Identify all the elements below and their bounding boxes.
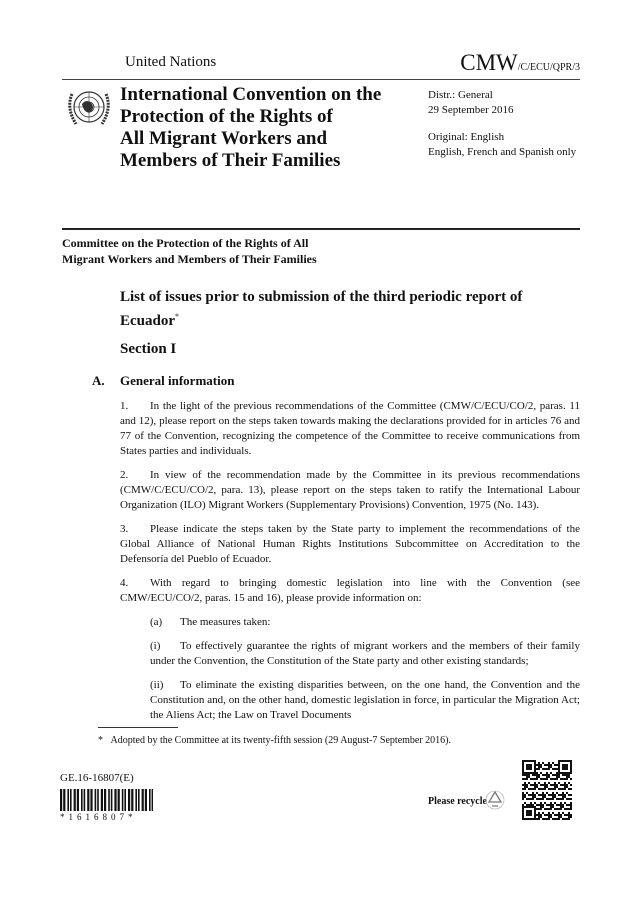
sub-item-text: To eliminate the existing disparities between, on the one hand, the Convention and the Constitution and, on the other hand, domestic legislation in force, in particular the Migration Act; the Aliens Act; the Law on Travel Documents [150,679,580,721]
paragraph [120,576,580,606]
subsection-title: General information [120,373,235,388]
section-rule [62,228,580,230]
date: 29 September 2016 [428,104,514,116]
document-title [120,288,540,331]
paragraph-number: 4. [120,577,129,589]
symbol-main: CMW [460,50,518,75]
paragraph-text: In the light of the previous recommendations of the Committee (CMW/C/ECU/CO/2, paras. 11 and 12), please report on the steps taken towards making the declarations provided for in articles 76 and 77 of the Convention, recognizing the competence of the Committee to receive communications from States parties and individuals. [120,400,580,457]
symbol-suffix: /C/ECU/QPR/3 [517,62,580,73]
sub-item-text: To effectively guarantee the rights of migrant workers and the members of their family under the Convention, the Constitution of the State party and other existing standards; [150,640,580,667]
title-line: All Migrant Workers and [120,128,328,149]
sub-item [150,639,580,669]
committee-name [62,235,317,267]
committee-line: Migrant Workers and Members of Their Families [62,252,317,266]
job-number: GE.16-16807(E) [60,772,134,784]
footnote-marker: * [175,312,180,321]
paragraph-number: 1. [120,400,129,412]
qr-code-icon [522,760,572,820]
languages: English, French and Spanish only [428,146,577,158]
distribution: Distr.: General [428,89,493,101]
original-language: Original: English [428,131,505,143]
sub-item-number: (i) [150,640,161,652]
footnote-text: Adopted by the Committee at its twenty-fifth session (29 August-7 September 2016). [110,735,452,746]
barcode-icon [60,789,153,811]
subsection-heading [92,373,235,389]
barcode-text: *1616807* [60,812,137,822]
paragraph-text: With regard to bringing domestic legislation into line with the Convention (see CMW/ECU/CO/2, paras. 15 and 16), please provide information on: [120,577,580,604]
recycle-text: Please recycle [428,796,487,807]
convention-title [120,84,381,172]
document-title-text: List of issues prior to submission of the third periodic report of Ecuador [120,289,523,329]
recycle-icon [484,789,506,811]
paragraph [120,522,580,567]
title-line: International Convention on the [120,84,382,105]
distribution-info [428,88,576,172]
paragraph-number: 2. [120,469,129,481]
header-rule [62,79,580,80]
document-symbol [460,50,580,76]
sub-item-number: (a) [150,616,163,628]
un-emblem-icon [64,84,114,132]
paragraph-text: Please indicate the steps taken by the State party to implement the recommendations of the Global Alliance of National Human Rights Institutions Subcommittee on Accreditation to the Defensoría del Pueblo of Ecuador. [120,523,580,565]
sub-item-number: (ii) [150,679,164,691]
committee-line: Committee on the Protection of the Rights of All [62,236,309,250]
section-heading: Section I [120,341,177,357]
footnote-mark: * [98,735,103,746]
paragraph-text: In view of the recommendation made by the Committee in its previous recommendations (CMW/C/ECU/CO/2, para. 13), please report on the steps taken to ratify the International Labour Organization (ILO) Migrant Workers (Supplementary Provisions) Convention, 1975 (No. 143). [120,469,580,511]
paragraph [120,399,580,459]
body-text [120,399,580,732]
paragraph-number: 3. [120,523,129,535]
title-line: Members of Their Families [120,150,341,171]
title-line: Protection of the Rights of [120,106,333,127]
org-name: United Nations [125,54,217,70]
sub-item-text: The measures taken: [180,616,271,628]
sub-item [150,615,580,630]
subsection-letter: A. [92,373,105,388]
footnote-rule [98,727,178,728]
footnote [98,735,451,746]
sub-item [150,678,580,723]
paragraph [120,468,580,513]
